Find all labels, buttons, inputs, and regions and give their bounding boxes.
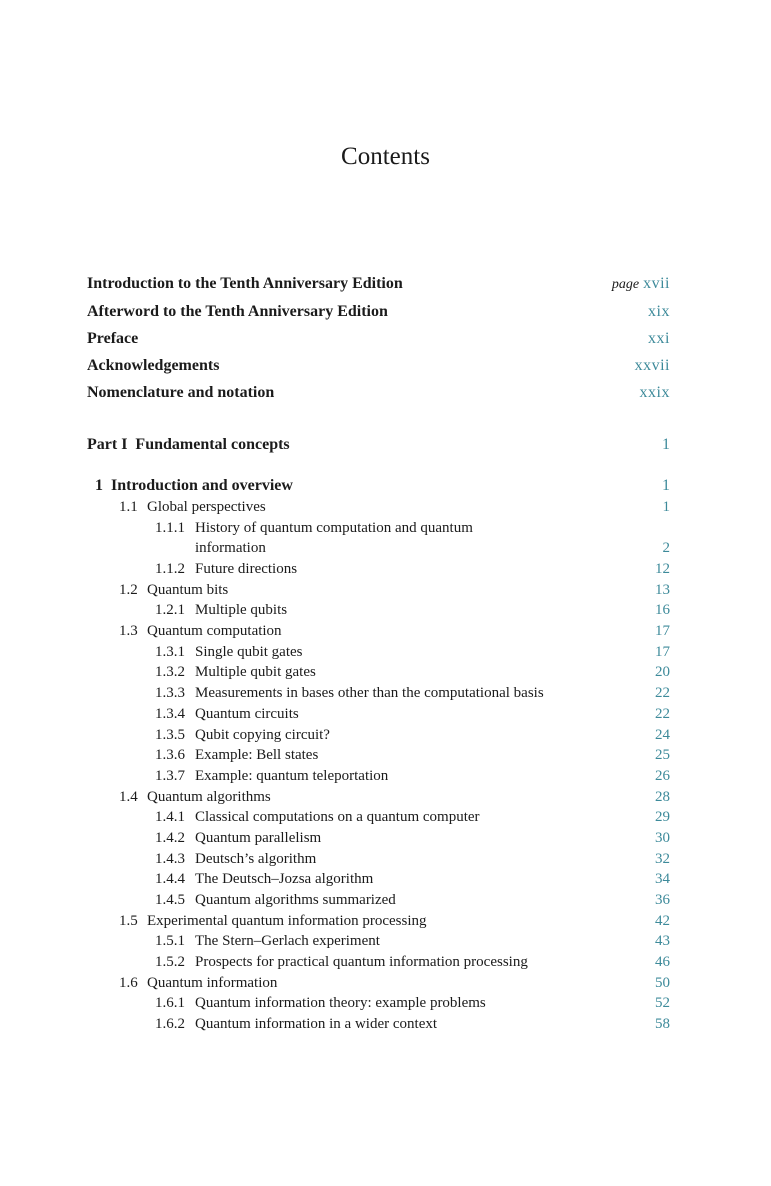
toc-entry-subsection[interactable] [87,704,670,724]
toc-entry-page: 30 [655,829,670,846]
toc-entry-title: Classical computations on a quantum computer [195,809,480,826]
toc-entry-page: 2 [662,540,670,557]
toc-entry-number: 1.5.1 [155,933,185,950]
toc-entry-title: Quantum circuits [195,705,299,722]
toc-entry-page: 22 [655,705,670,722]
toc-entry-subsection[interactable] [87,559,670,579]
toc-entry-number: 1.5 [119,912,138,929]
toc-entry-number: 1.3 [119,623,138,640]
toc-entry-number: 1.1.2 [155,561,185,577]
toc-entry-subsection[interactable] [87,890,670,910]
toc-entry-page: 25 [655,747,670,764]
toc-entry-title: Quantum computation [147,623,282,640]
toc-entry-page: 32 [655,850,670,867]
toc-entry-subsection[interactable] [87,952,670,972]
toc-entry-page: xxi [648,330,670,347]
toc-entry-title: Preface [87,330,139,347]
toc-entry-subsection[interactable] [87,662,670,682]
toc-entry-page: 20 [655,664,670,681]
toc-entry-title: Deutsch’s algorithm [195,850,317,867]
toc-entry-number: 1.3.2 [155,664,185,681]
toc-entry-title: Measurements in bases other than the computational basis [195,685,544,702]
toc-entry-page: 58 [655,1016,670,1032]
toc-entry-front-matter[interactable] [87,302,670,322]
toc-entry-subsection[interactable] [87,931,670,951]
toc-entry-title: Quantum information [147,974,278,991]
toc-entry-title: Quantum bits [147,581,229,598]
toc-entry-page: 46 [655,954,670,970]
toc-entry-title: Quantum parallelism [195,829,322,846]
toc-entry-number: 1.1 [119,499,138,515]
toc-entry-title: Global perspectives [147,499,266,515]
toc-entry-subsection[interactable] [87,538,670,558]
toc-entry-section[interactable] [87,621,670,641]
toc-entry-title: Multiple qubit gates [195,664,316,681]
toc-entry-number: 1.3.6 [155,747,185,764]
toc-entry-title: Quantum algorithms summarized [195,891,396,908]
toc-entry-subsection[interactable] [87,1014,670,1034]
toc-entry-number: 1.4.2 [155,829,185,846]
toc-entry-number: 1.3.4 [155,705,185,722]
toc-entry-number: 1.1.1 [155,519,185,536]
toc-entry-subsection[interactable] [87,518,670,538]
toc-entry-front-matter[interactable] [87,383,670,403]
toc-entry-number: 1.2 [119,581,138,598]
toc-entry-number: 1.5.2 [155,954,185,970]
toc-entry-page: 17 [655,643,670,660]
toc-entry-page: 13 [655,581,670,598]
toc-entry-title: Example: quantum teleportation [195,767,389,784]
toc-entry-page: xix [648,303,670,320]
toc-entry-part[interactable] [87,435,670,455]
toc-entry-page: 50 [655,974,670,991]
toc-entry-subsection[interactable] [87,745,670,765]
toc-entry-title: Nomenclature and notation [87,384,275,401]
toc-entry-title: Quantum information theory: example problems [195,995,486,1012]
toc-entry-title: Acknowledgements [87,357,220,374]
toc-entry-page: 16 [655,602,670,619]
toc-part-title: Part I Fundamental concepts [87,436,290,453]
toc-entry-title: Experimental quantum information processing [147,912,427,929]
toc-entry-subsection[interactable] [87,807,670,827]
toc-entry-page: 17 [655,623,670,640]
toc-entry-page: 1 [662,499,670,515]
toc-entry-number: 1.3.5 [155,726,185,743]
toc-entry-page: 42 [655,912,670,929]
toc-entry-number: 1.4.5 [155,891,185,908]
toc-entry-chapter[interactable] [87,476,670,496]
toc-entry-subsection[interactable] [87,828,670,848]
toc-entry-number: 1.4.3 [155,850,185,867]
toc-entry-title: Introduction to the Tenth Anniversary Edition [87,275,403,292]
toc-entry-number: 1.6.1 [155,995,185,1012]
toc-entry-subsection[interactable] [87,642,670,662]
toc-entry-front-matter[interactable] [87,356,670,376]
toc-entry-number: 1.6 [119,974,138,991]
toc-entry-title: Quantum algorithms [147,788,271,805]
toc-entry-page: 1 [662,477,670,494]
toc-entry-page: 24 [655,726,670,743]
toc-entry-number: 1.2.1 [155,602,185,619]
toc-entry-page: 36 [655,891,670,908]
toc-entry-section[interactable] [87,497,670,517]
toc-entry-number: 1.4.1 [155,809,185,826]
toc-entry-page: 43 [655,933,670,950]
toc-entry-title: The Deutsch–Jozsa algorithm [195,871,374,888]
toc-entry-subsection[interactable] [87,600,670,620]
toc-entry-title: Quantum information in a wider context [195,1016,438,1032]
toc-entry-title: Future directions [195,561,298,577]
toc-entry-section[interactable] [87,911,670,931]
toc-entry-number: 1.4 [119,788,138,805]
toc-entry-title: Prospects for practical quantum information processing [195,954,528,970]
toc-entry-subsection[interactable] [87,766,670,786]
toc-entry-number: 1.6.2 [155,1016,185,1032]
toc-entry-title: information [195,540,266,557]
toc-entry-page: 34 [655,871,670,888]
toc-entry-title: Single qubit gates [195,643,303,660]
toc-entry-section[interactable] [87,973,670,993]
toc-entry-section[interactable] [87,580,670,600]
toc-entry-subsection[interactable] [87,725,670,745]
toc-entry-page: 12 [655,561,670,577]
toc-entry-title: Multiple qubits [195,602,288,619]
toc-entry-title: The Stern–Gerlach experiment [195,933,380,950]
toc-entry-page: 29 [655,809,670,826]
toc-entry-page: 52 [655,995,670,1012]
toc-entry-number: 1.3.7 [155,767,185,784]
toc-entry-page: page xvii [611,275,670,292]
page-prefix: page [611,277,640,292]
toc-entry-subsection[interactable] [87,849,670,869]
toc-entry-title: History of quantum computation and quantum [195,519,473,536]
toc-entry-section[interactable] [87,787,670,807]
page-title: Contents [341,143,430,170]
toc-chapter-number: 1 [95,477,103,494]
toc-entry-number: 1.4.4 [155,871,185,888]
toc-entry-page: 28 [655,788,670,805]
toc-entry-number: 1.3.1 [155,643,185,660]
toc-entry-front-matter[interactable] [87,274,670,294]
toc-entry-page: 26 [655,767,670,784]
toc-entry-subsection[interactable] [87,869,670,889]
toc-entry-title: Example: Bell states [195,747,319,764]
toc-entry-page: 1 [662,436,670,453]
toc-entry-subsection[interactable] [87,993,670,1013]
toc-entry-front-matter[interactable] [87,329,670,349]
toc-entry-page: xxvii [634,357,670,374]
toc-entry-page: xxix [639,384,670,401]
toc-entry-title: Qubit copying circuit? [195,726,330,743]
toc-entry-subsection[interactable] [87,683,670,703]
toc-chapter-title: Introduction and overview [111,477,293,494]
toc-entry-number: 1.3.3 [155,685,185,702]
toc-entry-title: Afterword to the Tenth Anniversary Edition [87,303,388,320]
toc-entry-page: 22 [655,685,670,702]
